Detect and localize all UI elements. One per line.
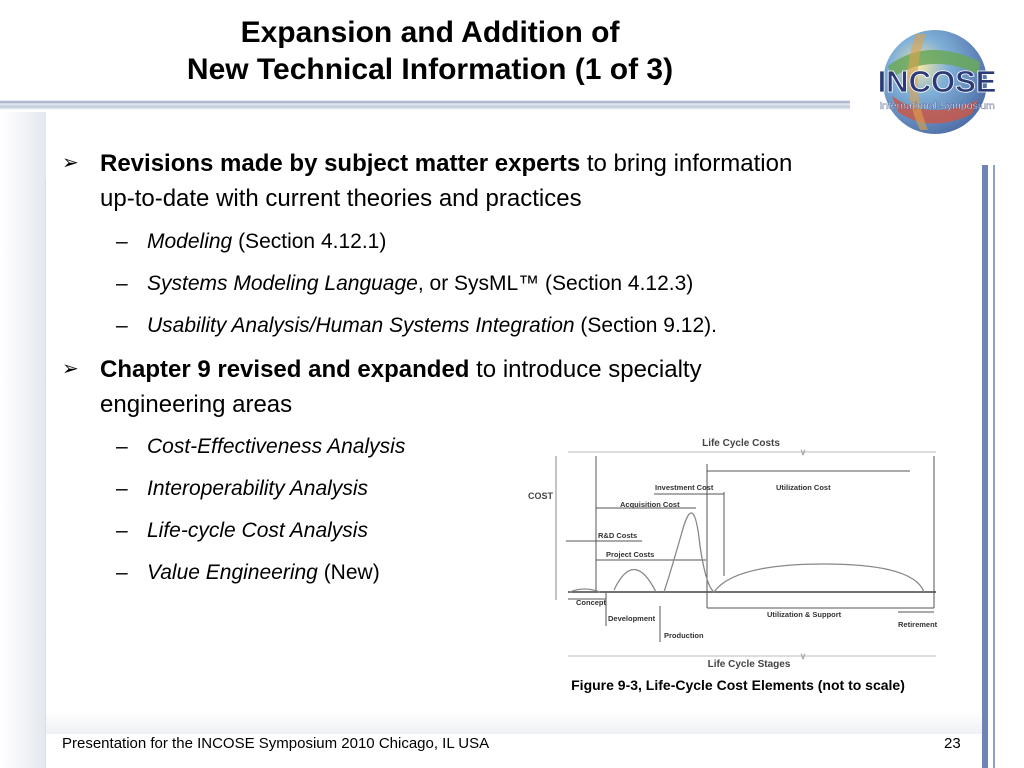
left-divider [45,180,46,768]
left-decoration [0,112,46,768]
bullet-1-line2: up-to-date with current theories and practices [100,185,582,212]
logo-subtitle: International Symposium [879,100,995,112]
bullet-1-rest: to bring information [580,150,793,177]
dash-icon: – [116,435,128,458]
bullet-1-bold: Revisions made by subject matter experts [100,150,581,177]
footer-text: Presentation for the INCOSE Symposium 2010 Chicago, IL USA [62,735,490,752]
subitem-rest: (Section 9.12). [574,314,717,337]
incose-logo [868,26,1006,138]
label-investment: Investment Cost [655,483,714,492]
label-project: Project Costs [606,550,655,559]
bullet-arrow-icon: ➢ [62,358,79,380]
lcc-diagram [524,436,954,672]
subitem-italic: Modeling [147,230,233,253]
dash-icon: – [116,314,128,337]
figure-top-label: Life Cycle Costs [702,438,780,449]
subitem-italic: Usability Analysis/Human Systems Integration [147,314,575,337]
bullet-2-line2: engineering areas [100,391,293,418]
subitem-rest: , or SysML™ (Section 4.12.3) [417,272,694,295]
label-utilization-support: Utilization & Support [767,610,842,619]
label-utilization: Utilization Cost [776,483,831,492]
utilization-curve [714,564,924,592]
label-concept: Concept [576,598,606,607]
break-icon: ∨ [799,651,807,661]
logo-name: INCOSE [877,64,997,99]
slide-title-line1: Expansion and Addition of [240,16,620,49]
dash-icon: – [116,519,128,542]
label-retirement: Retirement [898,620,938,629]
dash-icon: – [116,477,128,500]
subitem-italic: Life-cycle Cost Analysis [147,519,368,542]
right-accent-bar-thin [993,165,995,768]
bullet-2-rest: to introduce specialty [469,356,702,383]
slide-title-line2: New Technical Information (1 of 3) [186,53,674,86]
right-accent-bar [982,165,988,768]
subitem-italic: Systems Modeling Language [147,272,418,295]
lcc-figure [524,436,954,672]
dash-icon: – [116,272,128,295]
subitem-italic: Interoperability Analysis [147,477,368,500]
bullet-2-bold: Chapter 9 revised and expanded [100,356,470,383]
footer-shade [46,712,982,734]
dash-icon: – [116,561,128,584]
slide-title [120,14,740,88]
figure-caption: Figure 9-3, Life-Cycle Cost Elements (not to scale) [571,677,905,693]
y-axis-label: COST [528,491,554,501]
label-production: Production [664,631,704,640]
label-rd: R&D Costs [598,531,638,540]
subitem-italic: Value Engineering [147,561,318,584]
dash-icon: – [116,230,128,253]
break-icon: ∨ [799,447,807,457]
label-acquisition: Acquisition Cost [620,500,680,509]
figure-bottom-label: Life Cycle Stages [707,659,791,670]
label-development: Development [608,614,656,623]
bullet-arrow-icon: ➢ [62,152,79,174]
development-curve [614,569,656,592]
page-number: 23 [944,735,961,752]
title-rule [0,100,850,110]
subitem-italic: Cost-Effectiveness Analysis [147,435,406,458]
subitem-rest: (Section 4.12.1) [232,230,387,253]
subitem-rest: (New) [317,561,380,584]
incose-globe-icon [868,26,1006,138]
